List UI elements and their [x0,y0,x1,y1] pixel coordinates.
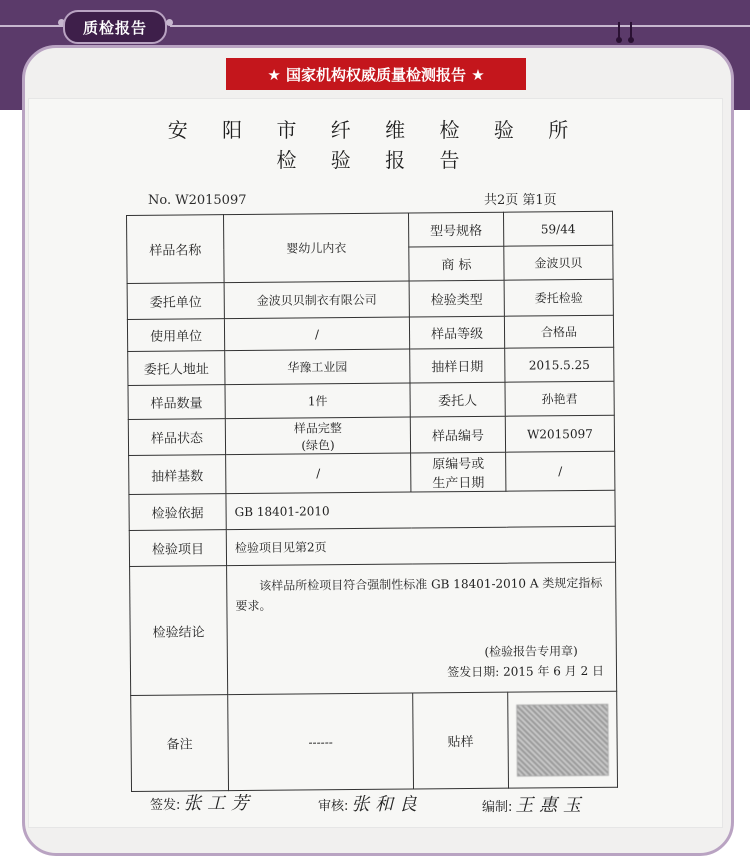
section-tab [63,10,167,44]
report-number: No. W2015097 [148,193,247,208]
editor-label: 编制: [482,800,513,815]
attach-label: 贴样 [413,692,509,789]
grade-value: 合格品 [504,315,613,348]
sign-date: 签发日期: 2015 年 6 月 2 日 [447,663,605,680]
basis-value: GB 18401-2010 [226,490,615,529]
fabric-sample-image [516,703,609,776]
header-divider-left [0,25,63,27]
issuer-signature [150,789,249,815]
sample-name-value: 婴幼儿内衣 [224,213,410,283]
status-value [225,417,410,455]
page-info: 共2页 第1页 [484,193,557,208]
reviewer-label: 审核: [318,799,349,814]
orig-label-line-1: 原编号或 [432,456,485,473]
client-label: 委托单位 [127,283,224,320]
orig-label [411,452,506,492]
base-value: / [226,453,411,494]
quantity-value: 1件 [225,383,410,419]
orig-label-line-2: 生产日期 [432,475,485,492]
authority-banner-text: ★ 国家机构权威质量检测报告 ★ [267,65,485,84]
client-person-label: 委托人 [410,382,505,417]
sampling-date-label: 抽样日期 [410,348,505,383]
basis-label: 检验依据 [129,494,226,531]
editor-signature [482,791,581,817]
client-person-value: 孙艳君 [505,381,614,416]
sample-no-value: W2015097 [505,415,614,452]
user-value: / [224,317,409,351]
orig-value: / [506,451,615,491]
editor-sig: 王 惠 玉 [515,795,581,816]
reviewer-sig: 张 和 良 [351,794,417,815]
attached-sample-cell [508,691,618,788]
items-value: 检验项目见第2页 [226,526,615,565]
test-type-value: 委托检验 [504,279,613,316]
conclusion-cell [227,562,617,694]
conclusion-text: 该样品所检项目符合强制性标准 GB 18401-2010 A 类规定指标要求。 [235,575,603,614]
brand-value: 金波贝贝 [504,245,613,280]
test-type-label: 检验类型 [409,280,504,317]
model-value: 59/44 [503,211,612,246]
status-label: 样品状态 [128,419,225,456]
sample-name-label: 样品名称 [127,215,225,284]
grade-label: 样品等级 [409,316,504,349]
address-value: 华豫工业园 [225,349,410,385]
authority-banner [226,58,526,90]
conclusion-label: 检验结论 [130,566,228,696]
sampling-date-value: 2015.5.25 [505,347,614,382]
section-tab-label: 质检报告 [82,18,147,37]
sample-no-label: 样品编号 [410,416,505,453]
report-table [126,211,618,792]
reviewer-signature [318,790,417,816]
header-divider-right [170,25,750,27]
pin-icon [610,18,640,48]
remark-label: 备注 [131,695,229,792]
status-line-1: 样品完整 [293,420,342,436]
remark-value: ------ [228,693,414,791]
quantity-label: 样品数量 [128,385,225,420]
model-label: 型号规格 [408,212,503,247]
base-label: 抽样基数 [129,455,226,495]
address-label: 委托人地址 [128,351,225,386]
issuer-label: 签发: [150,798,181,813]
institute-title: 安 阳 市 纤 维 检 验 所 [167,118,583,142]
client-value: 金波贝贝制衣有限公司 [224,281,409,319]
brand-label: 商 标 [409,246,504,281]
report-title: 检 验 报 告 [276,148,474,172]
status-line-2: (绿色) [301,437,335,452]
items-label: 检验项目 [129,530,226,567]
issuer-sig: 张 工 芳 [183,793,249,814]
user-label: 使用单位 [127,319,224,352]
seal-text: (检验报告专用章) [484,644,578,659]
